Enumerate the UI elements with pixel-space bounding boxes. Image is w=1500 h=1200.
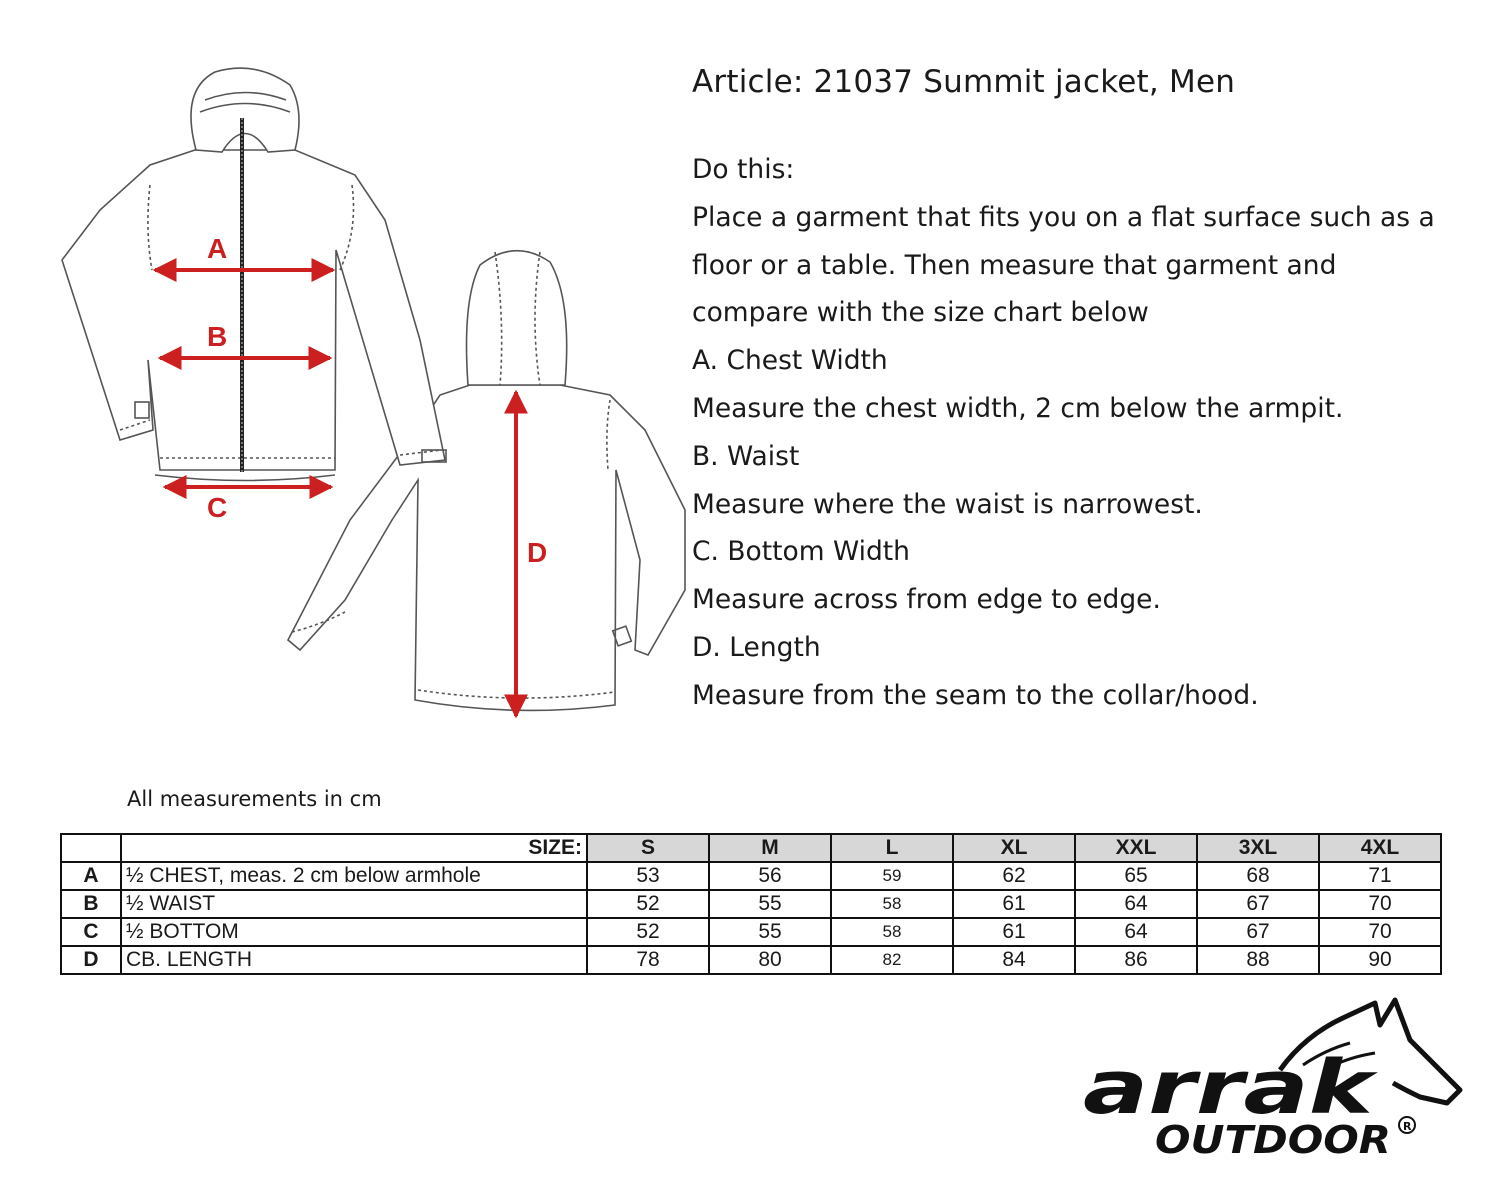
label-c: C [207,492,228,523]
table-cell: 65 [1075,862,1197,890]
article-title: Article: 21037 Summit jacket, Men [692,64,1236,100]
size-column-header: L [831,834,953,862]
label-d: D [527,537,548,568]
size-header-row [61,834,1441,862]
table-row [61,890,1441,918]
row-key: C [61,918,121,946]
header-blank [61,834,121,862]
table-cell: 52 [587,890,709,918]
table-cell: 67 [1197,918,1319,946]
table-cell: 61 [953,890,1075,918]
instruction-heading-b: B. Waist [692,440,800,472]
table-cell: 86 [1075,946,1197,974]
table-cell: 55 [709,918,831,946]
size-column-header: 3XL [1197,834,1319,862]
table-cell: 71 [1319,862,1441,890]
brand-subname: OUTDOOR [1155,1118,1391,1160]
size-column-header: S [587,834,709,862]
size-column-header: XXL [1075,834,1197,862]
table-cell: 88 [1197,946,1319,974]
row-label: ½ BOTTOM [121,918,587,946]
table-cell: 70 [1319,918,1441,946]
table-cell: 62 [953,862,1075,890]
size-header-label: SIZE: [121,834,587,862]
table-cell: 80 [709,946,831,974]
size-column-header: M [709,834,831,862]
table-cell: 53 [587,862,709,890]
instruction-line: compare with the size chart below [692,297,1149,329]
size-table [60,833,1442,975]
instruction-line: Measure across from edge to edge. [692,584,1161,616]
label-a: A [207,233,228,264]
label-b: B [207,321,228,352]
instruction-line: Do this: [692,154,795,185]
instruction-line: Measure where the waist is narrowest. [692,488,1203,520]
jacket-back-view [288,251,685,711]
table-cell: 52 [587,918,709,946]
registered-mark-letter: R [1403,1120,1412,1133]
table-cell: 70 [1319,890,1441,918]
table-cell: 56 [709,862,831,890]
row-key: D [61,946,121,974]
table-cell: 55 [709,890,831,918]
jacket-illustration [0,0,700,740]
instruction-line: floor or a table. Then measure that garment and [692,249,1337,281]
brand-name: arrak [1083,1045,1378,1131]
instruction-heading-d: D. Length [692,631,821,663]
instruction-line: Place a garment that fits you on a flat surface such as a [692,201,1435,233]
row-label: CB. LENGTH [121,946,587,974]
instructions-panel [692,58,1482,720]
table-row [61,946,1441,974]
table-cell: 61 [953,918,1075,946]
table-row [61,862,1441,890]
row-key: A [61,862,121,890]
table-cell: 82 [831,946,953,974]
row-label: ½ CHEST, meas. 2 cm below armhole [121,862,587,890]
instruction-heading-a: A. Chest Width [692,345,888,377]
row-label: ½ WAIST [121,890,587,918]
measurements-note: All measurements in cm [127,787,382,811]
arrak-outdoor-logo [1075,995,1470,1160]
instruction-heading-c: C. Bottom Width [692,536,910,568]
table-cell: 68 [1197,862,1319,890]
jacket-front-view [62,68,446,480]
row-key: B [61,890,121,918]
table-cell: 58 [831,918,953,946]
table-cell: 59 [831,862,953,890]
instruction-line: Measure from the seam to the collar/hood. [692,679,1259,711]
table-cell: 78 [587,946,709,974]
table-cell: 90 [1319,946,1441,974]
instruction-line: Measure the chest width, 2 cm below the armpit. [692,392,1344,424]
table-cell: 64 [1075,890,1197,918]
table-cell: 84 [953,946,1075,974]
table-row [61,918,1441,946]
table-cell: 67 [1197,890,1319,918]
table-cell: 58 [831,890,953,918]
size-column-header: 4XL [1319,834,1441,862]
size-column-header: XL [953,834,1075,862]
table-cell: 64 [1075,918,1197,946]
